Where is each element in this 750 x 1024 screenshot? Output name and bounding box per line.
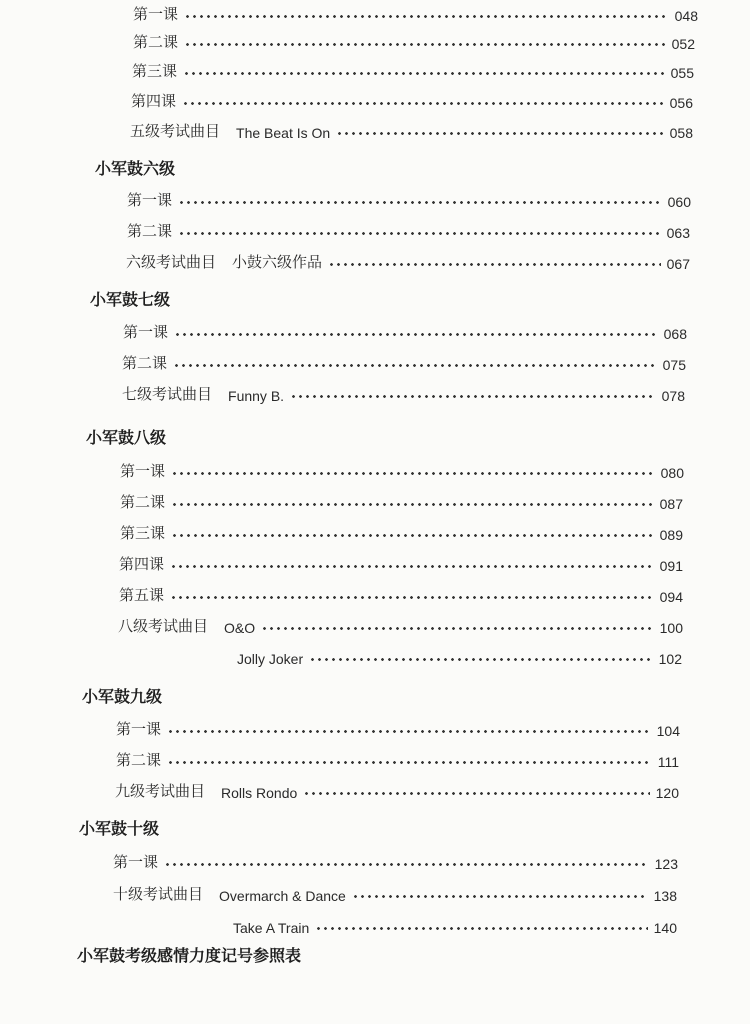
page-number: 111 <box>657 754 679 770</box>
entry-label: 第一课 <box>123 323 169 341</box>
page-number: 094 <box>659 589 683 605</box>
page-number: 068 <box>663 326 687 342</box>
dot-leader <box>167 730 651 733</box>
piece-title: Rolls Rondo <box>221 785 298 801</box>
page-number: 080 <box>660 465 684 481</box>
toc-entry <box>127 186 691 210</box>
entry-label: 七级考试曲目 <box>122 385 213 403</box>
entry-label: 六级考试曲目 <box>126 253 217 271</box>
toc-entry <box>133 28 695 52</box>
page-number: 140 <box>653 920 677 936</box>
dot-leader <box>352 895 648 898</box>
entry-label: 九级考试曲目 <box>115 782 206 800</box>
dot-leader <box>170 596 654 599</box>
toc-entry <box>116 715 680 739</box>
dot-leader <box>184 43 666 46</box>
piece-title: 小鼓六级作品 <box>232 253 323 271</box>
dot-leader <box>303 792 649 795</box>
toc-entry <box>113 848 678 872</box>
page-number: 056 <box>669 95 693 111</box>
toc-entry <box>120 488 683 512</box>
dot-leader <box>336 132 663 135</box>
dot-leader <box>183 72 665 75</box>
toc-entry <box>131 87 693 111</box>
page-number: 075 <box>662 357 686 373</box>
section-heading: 小军鼓七级 <box>90 290 171 309</box>
page-number: 052 <box>671 36 695 52</box>
page-number: 060 <box>667 194 691 210</box>
toc-entry <box>123 318 687 342</box>
dot-leader <box>309 658 653 661</box>
piece-title: Jolly Joker <box>237 651 304 667</box>
entry-label: 第一课 <box>116 720 162 738</box>
entry-label: 第二课 <box>122 354 168 372</box>
entry-label: 第五课 <box>119 586 165 604</box>
toc-entry <box>132 57 694 81</box>
toc-entry <box>119 550 683 574</box>
toc-entry <box>115 777 679 801</box>
dot-leader <box>174 333 658 336</box>
page-number: 100 <box>659 620 683 636</box>
piece-title: Funny B. <box>228 388 285 404</box>
toc-entry <box>120 457 684 481</box>
entry-label: 第一课 <box>113 853 159 871</box>
entry-label: 第二课 <box>127 222 173 240</box>
page-number: 123 <box>654 856 678 872</box>
section-heading: 小军鼓九级 <box>82 687 163 706</box>
dot-leader <box>184 15 669 18</box>
dot-leader <box>171 472 655 475</box>
toc-entry <box>233 912 677 936</box>
toc-entry <box>113 880 677 904</box>
entry-label: 第一课 <box>127 191 173 209</box>
dot-leader <box>178 232 661 235</box>
entry-label: 五级考试曲目 <box>130 122 221 140</box>
page-number: 078 <box>661 388 685 404</box>
page-number: 048 <box>674 8 698 24</box>
toc-entry <box>237 643 682 667</box>
page-number: 091 <box>659 558 683 574</box>
dot-leader <box>167 761 652 764</box>
toc-entry <box>120 519 683 543</box>
toc-entry <box>127 217 690 241</box>
page-number: 120 <box>655 785 679 801</box>
entry-label: 第四课 <box>119 555 165 573</box>
dot-leader <box>261 627 654 630</box>
entry-label: 第二课 <box>116 751 162 769</box>
dot-leader <box>171 534 654 537</box>
entry-label: 第二课 <box>133 33 179 51</box>
page-number: 104 <box>656 723 680 739</box>
dot-leader <box>290 395 656 398</box>
section-heading: 小军鼓十级 <box>79 819 160 838</box>
toc-entry <box>119 581 683 605</box>
dot-leader <box>328 263 661 266</box>
toc-entry <box>116 746 679 770</box>
entry-label: 第四课 <box>131 92 177 110</box>
toc-entry <box>126 248 690 272</box>
dot-leader <box>173 364 657 367</box>
dot-leader <box>182 102 664 105</box>
piece-title: Overmarch & Dance <box>219 888 346 904</box>
section-heading: 小军鼓六级 <box>95 159 176 178</box>
entry-label: 第二课 <box>120 493 166 511</box>
page-number: 063 <box>666 225 690 241</box>
toc-entry <box>122 349 686 373</box>
page-number: 089 <box>659 527 683 543</box>
piece-title: The Beat Is On <box>236 125 331 141</box>
entry-label: 第一课 <box>133 5 179 23</box>
page-number: 138 <box>653 888 677 904</box>
page-number: 067 <box>666 256 690 272</box>
piece-title: Take A Train <box>233 920 310 936</box>
piece-title: O&O <box>224 620 256 636</box>
page-number: 087 <box>659 496 683 512</box>
dot-leader <box>164 863 649 866</box>
dot-leader <box>178 201 662 204</box>
toc-entry <box>130 117 693 141</box>
section-heading: 小军鼓八级 <box>86 428 167 447</box>
entry-label: 第一课 <box>120 462 166 480</box>
dot-leader <box>170 565 654 568</box>
section-heading: 小军鼓考级感情力度记号参照表 <box>77 946 302 965</box>
page-number: 058 <box>669 125 693 141</box>
entry-label: 八级考试曲目 <box>118 617 209 635</box>
page-number: 102 <box>658 651 682 667</box>
entry-label: 第三课 <box>120 524 166 542</box>
entry-label: 十级考试曲目 <box>113 885 204 903</box>
toc-entry <box>133 0 698 24</box>
page-number: 055 <box>670 65 694 81</box>
entry-label: 第三课 <box>132 62 178 80</box>
dot-leader <box>171 503 654 506</box>
toc-entry <box>122 380 685 404</box>
dot-leader <box>315 927 647 930</box>
toc-entry <box>118 612 683 636</box>
